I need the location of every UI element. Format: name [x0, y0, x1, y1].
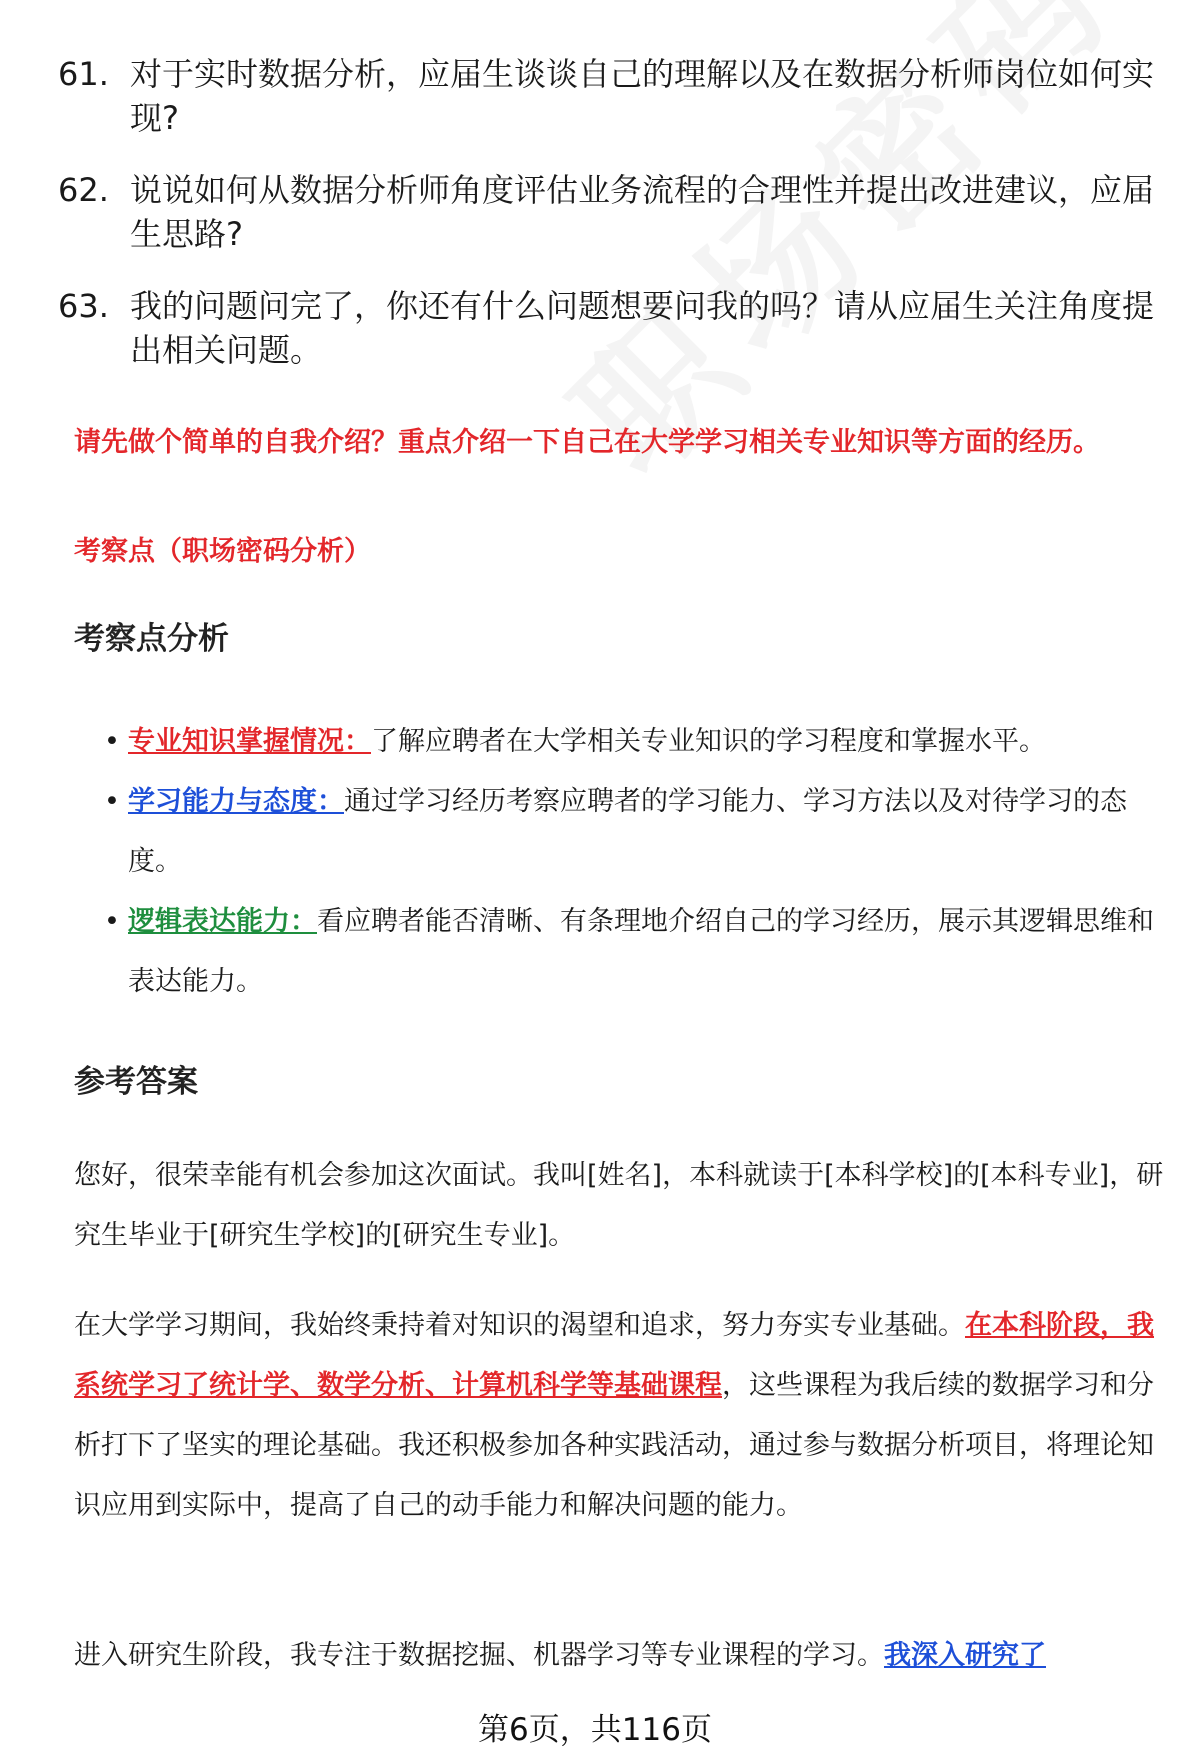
- analysis-item: [74, 772, 1159, 892]
- analysis-heading: 考察点分析: [74, 621, 229, 657]
- question-item: [58, 168, 1158, 256]
- answer-paragraph: 您好，很荣幸能有机会参加这次面试。我叫[姓名]，本科就读于[本科学校]的[本科专业]，研究生毕业于[研究生学校]的[研究生专业]。: [74, 1160, 1164, 1251]
- question-item: [58, 284, 1158, 372]
- analysis-label: 学习能力与态度：: [128, 786, 344, 817]
- analysis-text: 看应聘者能否清晰、有条理地介绍自己的学习经历，展示其逻辑思维和表达能力。: [128, 906, 1154, 997]
- analysis-list: [74, 712, 1159, 1012]
- analysis-text: 通过学习经历考察应聘者的学习能力、学习方法以及对待学习的态度。: [128, 786, 1127, 877]
- question-number: 62.: [58, 171, 109, 209]
- analysis-label: 专业知识掌握情况：: [128, 726, 371, 757]
- answer-text: ，这些课程为我后续的数据学习和分析打下了坚实的理论基础。我还积极参加各种实践活动，通过参与数据分析项目，将理论知识应用到实际中，提高了自己的动手能力和解决问题的能力。: [74, 1370, 1154, 1521]
- question-text: 我的问题问完了，你还有什么问题想要问我的吗？请从应届生关注角度提出相关问题。: [130, 287, 1155, 369]
- answer-heading: 参考答案: [74, 1064, 198, 1100]
- question-text: 对于实时数据分析，应届生谈谈自己的理解以及在数据分析师岗位如何实现?: [130, 55, 1155, 137]
- question-item: [58, 52, 1158, 140]
- answer-highlight: 在本科阶段，我系统学习了统计学、数学分析、计算机科学等基础课程: [74, 1310, 1154, 1401]
- question-number: 61.: [58, 55, 109, 93]
- question-list: [58, 52, 1158, 400]
- question-number: 63.: [58, 287, 109, 325]
- answer-text: 进入研究生阶段，我专注于数据挖掘、机器学习等专业课程的学习。: [74, 1640, 884, 1671]
- page-footer: 第6页，共116页: [478, 1712, 712, 1748]
- answer-paragraph: [74, 1296, 1164, 1536]
- answer-highlight: 我深入研究了: [884, 1640, 1046, 1671]
- question-text: 说说如何从数据分析师角度评估业务流程的合理性并提出改进建议，应届生思路?: [130, 171, 1155, 253]
- analysis-item: [74, 712, 1159, 772]
- bullet-dot-icon: •: [104, 906, 120, 937]
- answer-paragraph: [74, 1626, 1164, 1686]
- bullet-dot-icon: •: [104, 726, 120, 757]
- analysis-item: [74, 892, 1159, 1012]
- interview-question: 请先做个简单的自我介绍？重点介绍一下自己在大学学习相关专业知识等方面的经历。: [74, 427, 1100, 458]
- answer-text: 在大学学习期间，我始终秉持着对知识的渴望和追求，努力夯实专业基础。: [74, 1310, 965, 1341]
- kaochadian-label: 考察点（职场密码分析）: [74, 536, 371, 567]
- analysis-text: 了解应聘者在大学相关专业知识的学习程度和掌握水平。: [371, 726, 1046, 757]
- analysis-label: 逻辑表达能力：: [128, 906, 317, 937]
- bullet-dot-icon: •: [104, 786, 120, 817]
